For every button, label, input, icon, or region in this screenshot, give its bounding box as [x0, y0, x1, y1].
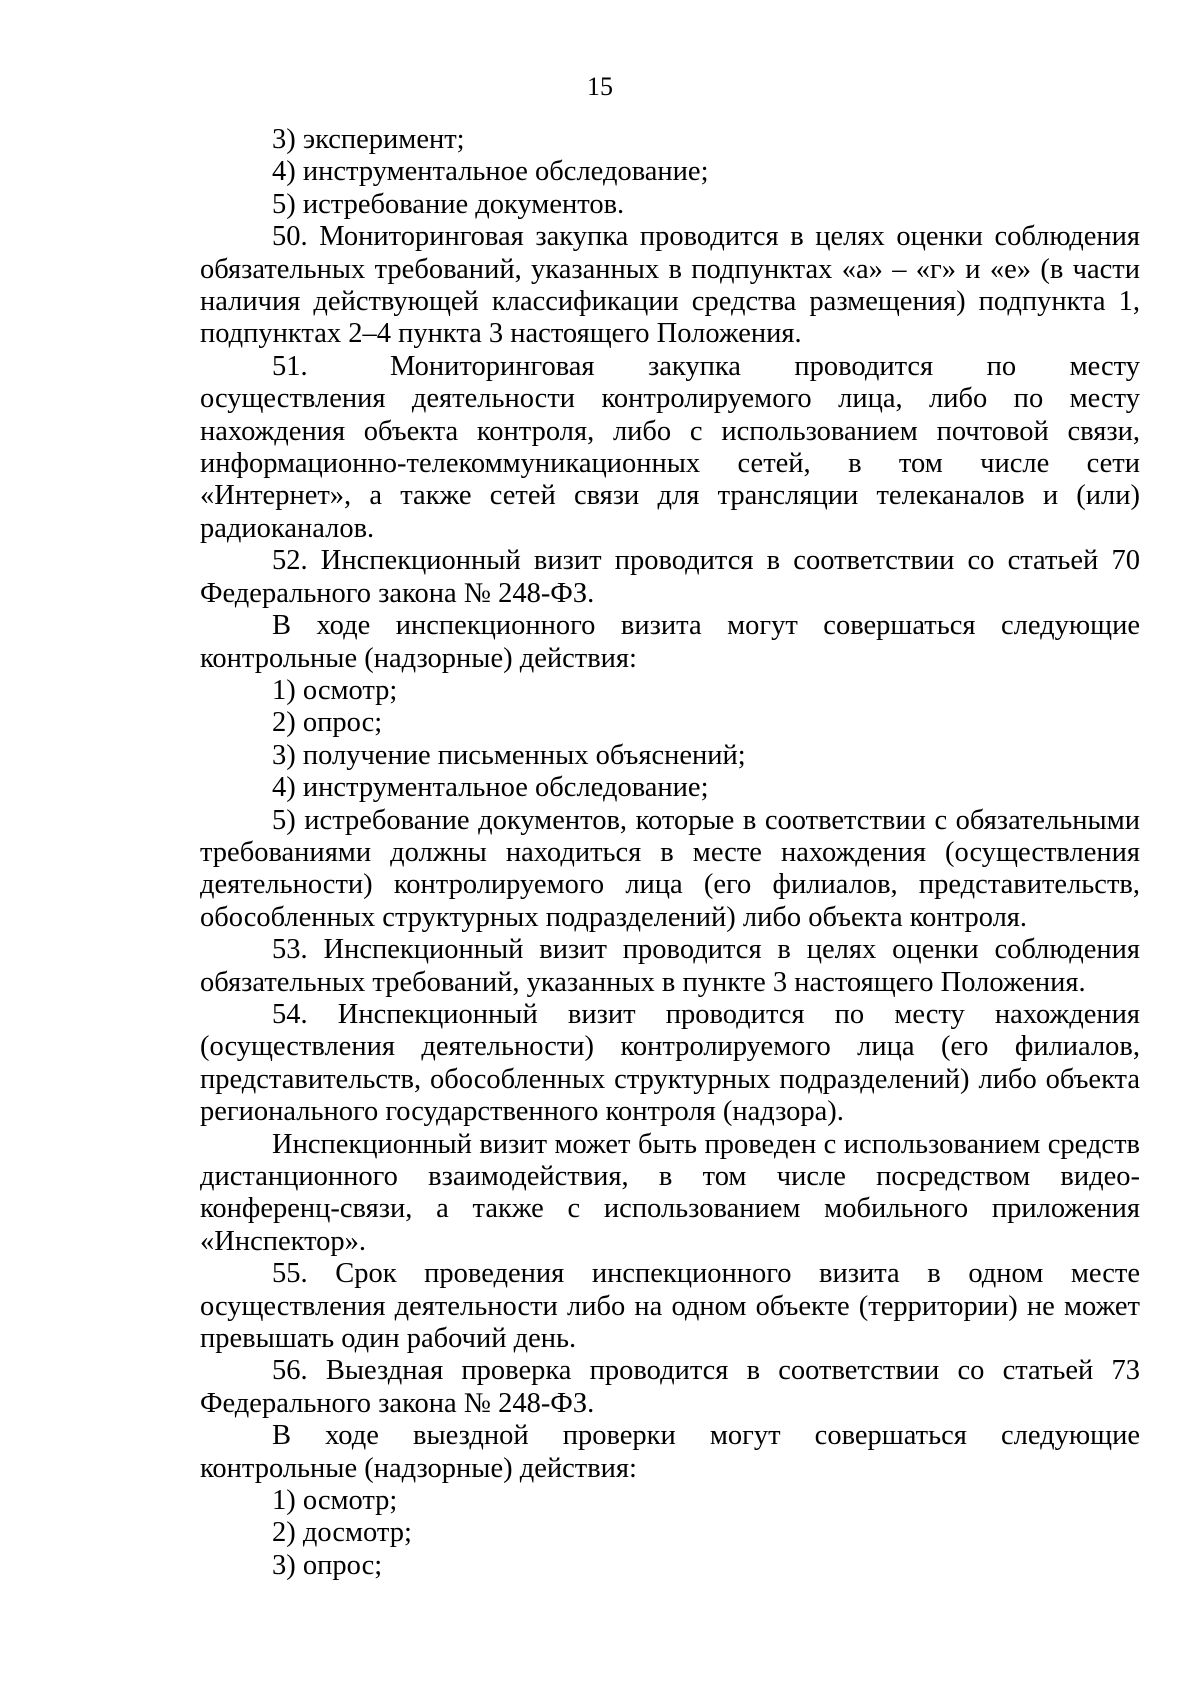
list-item: 4) инструментальное обследование; [272, 772, 709, 804]
paragraph-56: 56. Выездная проверка проводится в соответствии со статьей 73 Федерального закона № 248-ФЗ. [200, 1355, 1140, 1419]
list-item: 5) истребование документов. [272, 188, 625, 220]
paragraph-54: 54. Инспекционный визит проводится по месту нахождения (осуществления деятельности) контролируемого лица (его филиалов, представительств, обособленных структурных подразделений) либо объекта регионального государственного контроля (надзора). [200, 998, 1140, 1128]
list-item: 3) получение письменных объяснений; [272, 739, 746, 771]
paragraph-53: 53. Инспекционный визит проводится в целях оценки соблюдения обязательных требований, указанных в пункте 3 настоящего Положения. [200, 934, 1140, 998]
document-body [200, 124, 1140, 1582]
list-item: 2) опрос; [272, 707, 383, 739]
paragraph-text: В ходе выездной проверки могут совершаться следующие контрольные (надзорные) действия: [200, 1420, 1140, 1484]
paragraph-51-number: 51. [272, 350, 308, 382]
paragraph-55: 55. Срок проведения инспекционного визита в одном месте осуществления деятельности либо на одном объекте (территории) не может превышать один рабочий день. [200, 1258, 1140, 1355]
list-item: 2) досмотр; [272, 1517, 412, 1549]
paragraph-text: Инспекционный визит может быть проведен с использованием средств дистанционного взаимодействия, в том числе посредством видео-конференц-связи, а также с использованием мобильного приложения «Инспектор». [200, 1128, 1140, 1257]
page-number: 15 [587, 72, 613, 101]
paragraph-51-text: Мониторинговая закупка проводится по месту осуществления деятельности контролируемого лица, либо по месту нахождения объекта контроля, либо с использованием почтовой связи, информационно-телекоммуникационных сетей, в том числе сети «Интернет», а также сетей связи для трансляции телеканалов и (или) радиоканалов. [200, 350, 1140, 544]
paragraph-51 [200, 351, 1140, 545]
list-item: 4) инструментальное обследование; [272, 156, 709, 188]
list-item: 1) осмотр; [272, 1485, 398, 1517]
paragraph-50: 50. Мониторинговая закупка проводится в целях оценки соблюдения обязательных требований, указанных в подпунктах «а» – «г» и «е» (в части наличия действующей классификации средства размещения) подпункта 1, подпунктах 2–4 пункта 3 настоящего Положения. [200, 221, 1140, 350]
list-item: 3) эксперимент; [272, 124, 465, 155]
list-item: 5) истребование документов, которые в соответствии с обязательными требованиями должны находиться в месте нахождения (осуществления деятельности) контролируемого лица (его филиалов, представительств, обособленных структурных подразделений) либо объекта контроля. [200, 804, 1140, 933]
paragraph-text: В ходе инспекционного визита могут совершаться следующие контрольные (надзорные) действия: [200, 610, 1140, 674]
list-item: 1) осмотр; [272, 674, 398, 706]
list-item: 3) опрос; [272, 1549, 383, 1581]
paragraph-52: 52. Инспекционный визит проводится в соответствии со статьей 70 Федерального закона № 248-ФЗ. [200, 545, 1140, 609]
